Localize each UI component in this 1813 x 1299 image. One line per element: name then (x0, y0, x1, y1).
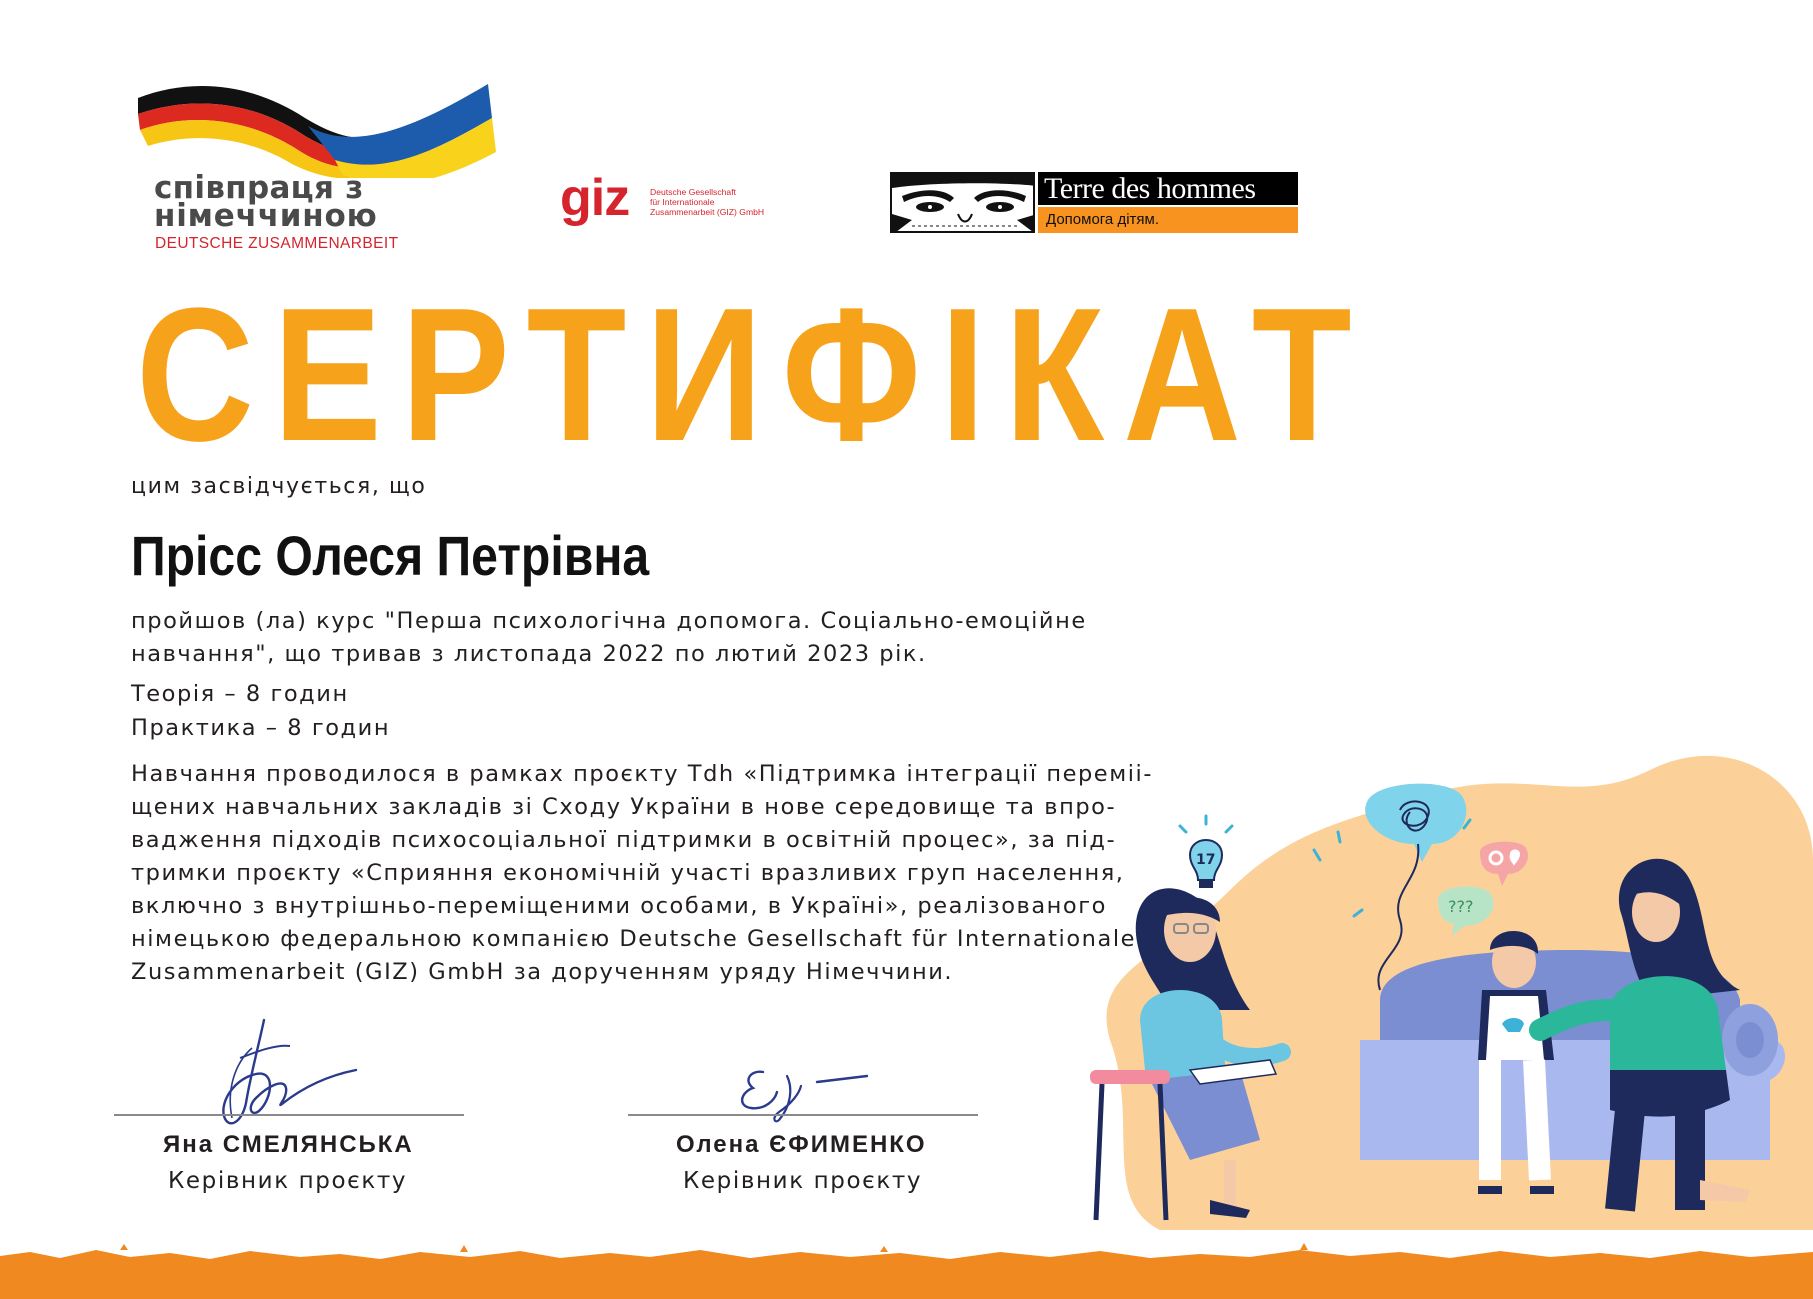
german-cooperation-logo (130, 78, 500, 253)
signatory-1-name: Яна СМЕЛЯНСЬКА (163, 1131, 414, 1158)
about-line: тримки проєкту «Сприяння економічній участі вразливих груп населення, (131, 860, 1125, 886)
theory-hours: Теорія – 8 годин (131, 681, 349, 707)
about-line: німецькою федеральною компанією Deutsche Gesellschaft für Internationale (131, 926, 1137, 952)
signatory-2-name: Олена ЄФИМЕНКО (676, 1131, 927, 1158)
signatory-1-role: Керівник проєкту (168, 1168, 408, 1194)
signature-2-mark (735, 1066, 875, 1126)
question-marks: ??? (1448, 897, 1474, 916)
giz-fullname (650, 187, 830, 217)
about-line: включно з внутрішньо-переміщеними особами, в Україні», реалізованого (131, 893, 1107, 919)
bulb-number: 17 (1196, 852, 1216, 868)
about-paragraph (131, 758, 1153, 989)
giz-line3: Zusammenarbeit (GIZ) GmbH (650, 207, 765, 217)
about-line: вадження підходів психосоціальної підтримки в освітній процес», за під- (131, 827, 1117, 853)
signature-line-1 (114, 1114, 464, 1116)
about-line: Навчання проводилося в рамках проєкту Tdh «Підтримка інтеграції переміі- (131, 761, 1153, 787)
tdh-tagline: Допомога дітям. (1038, 207, 1298, 233)
tdh-name: Terre des hommes (1038, 172, 1298, 205)
about-line: щених навчальних закладів зі Сходу України в нове середовище та впро- (131, 794, 1117, 820)
cooperation-line1: співпраця з (154, 170, 364, 206)
certificate-title: СЕРТИФІКАТ (136, 269, 1371, 481)
course-line: пройшов (ла) курс "Перша психологічна допомога. Соціально-емоційне (131, 608, 1087, 634)
orange-torn-border (0, 1230, 1813, 1299)
flag-ribbon-icon (130, 78, 500, 178)
about-line: Zusammenarbeit (GIZ) GmbH за дорученням уряду Німеччини. (131, 959, 954, 985)
giz-wordmark: giz (560, 169, 630, 227)
cooperation-line2: німеччиною (154, 198, 378, 234)
course-line: навчання", що тривав з листопада 2022 по лютий 2023 рік. (131, 641, 927, 667)
tdh-logo (890, 172, 1298, 233)
signature-line-2 (628, 1114, 978, 1116)
course-paragraph (131, 605, 1087, 671)
giz-line1: Deutsche Gesellschaft (650, 187, 736, 197)
lightbulb-icon (1180, 816, 1232, 888)
giz-logo (560, 169, 820, 238)
cooperation-line3: DEUTSCHE ZUSAMMENARBEIT (155, 235, 399, 252)
giz-line2: für Internationale (650, 197, 715, 207)
intro-text: цим засвідчується, що (131, 474, 427, 499)
signatory-2-role: Керівник проєкту (683, 1168, 923, 1194)
recipient-name: Прісс Олеся Петрівна (131, 524, 650, 587)
counseling-illustration (1050, 740, 1813, 1250)
practice-hours: Практика – 8 годин (131, 715, 391, 741)
tdh-face-icon (890, 172, 1035, 233)
